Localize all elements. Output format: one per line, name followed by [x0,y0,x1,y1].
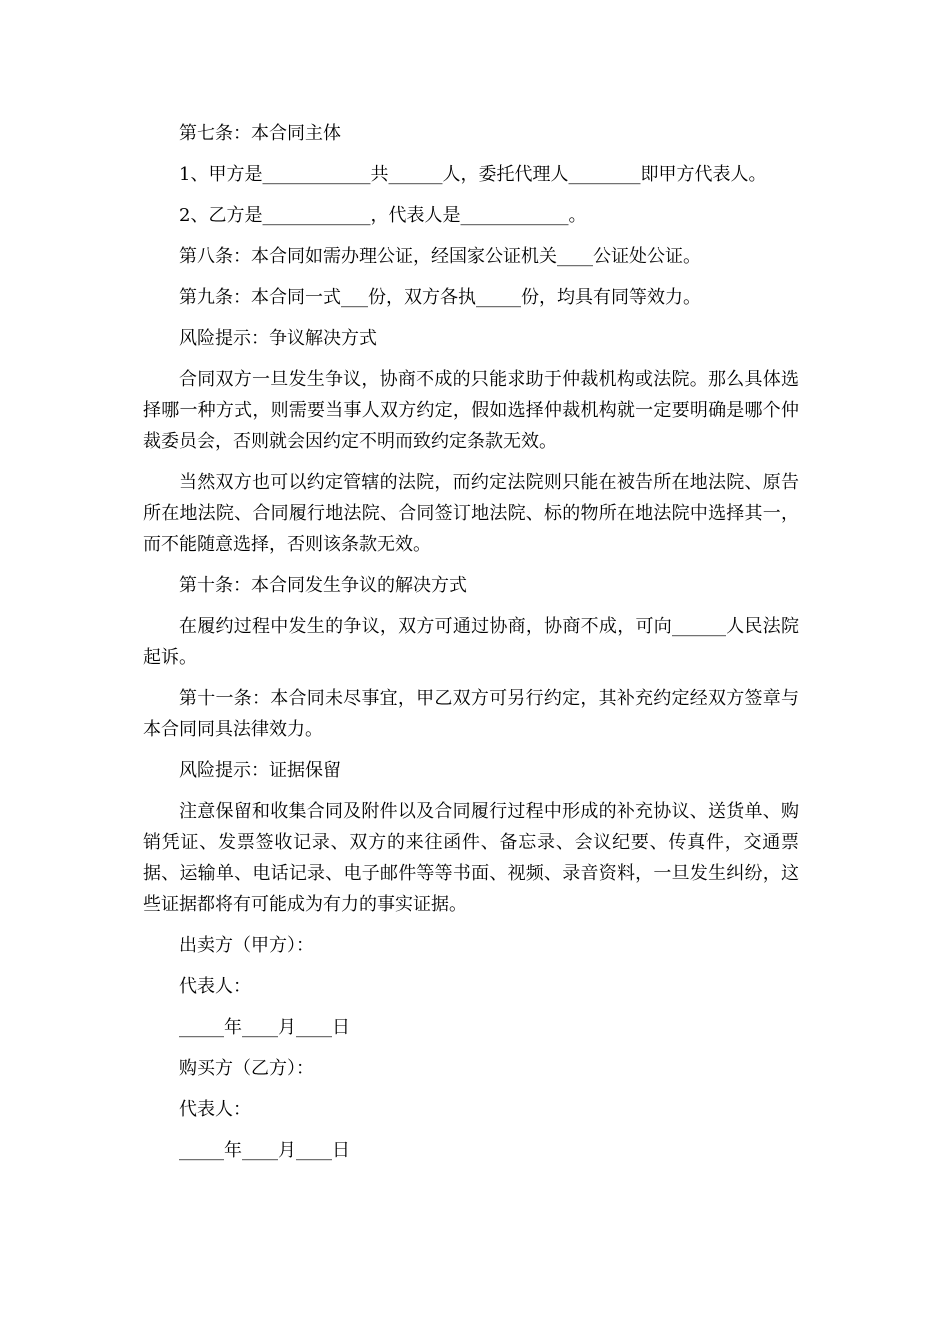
party-a-clause: 1、甲方是____________共______人，委托代理人________即甲方代表人。 [179,164,767,185]
article-7-heading: 第七条：本合同主体 [179,123,341,144]
risk-tip-evidence-heading: 风险提示：证据保留 [179,760,341,781]
risk-tip-dispute-paragraph-1: 合同双方一旦发生争议，协商不成的只能求助于仲裁机构或法院。那么具体选择哪一种方式，则需要当事人双方约定，假如选择仲裁机构就一定要明确是哪个仲裁委员会，否则就会因约定不明而致约定条款无效。 [143,369,799,452]
seller-signature-label: 出卖方（甲方）： [179,935,314,956]
document-body [143,118,799,1176]
article-8-notarization: 第八条：本合同如需办理公证，经国家公证机关____公证处公证。 [179,246,701,267]
risk-tip-dispute-heading: 风险提示：争议解决方式 [179,328,377,349]
buyer-representative-label: 代表人： [179,1099,251,1120]
article-9-copies: 第九条：本合同一式___份，双方各执_____份，均具有同等效力。 [179,287,701,308]
buyer-signature-label: 购买方（乙方）： [179,1058,314,1079]
seller-representative-label: 代表人： [179,976,251,997]
risk-tip-dispute-paragraph-2: 当然双方也可以约定管辖的法院，而约定法院则只能在被告所在地法院、原告所在地法院、合同履行地法院、合同签订地法院、标的物所在地法院中选择其一，而不能随意选择，否则该条款无效。 [143,472,799,555]
article-10-heading: 第十条：本合同发生争议的解决方式 [179,575,467,596]
risk-tip-evidence-paragraph: 注意保留和收集合同及附件以及合同履行过程中形成的补充协议、送货单、购销凭证、发票签收记录、双方的来往函件、备忘录、会议纪要、传真件，交通票据、运输单、电话记录、电子邮件等等书面、视频、录音资料，一旦发生纠纷，这些证据都将有可能成为有力的事实证据。 [143,801,799,915]
article-10-body: 在履约过程中发生的争议，双方可通过协商，协商不成，可向______人民法院起诉。 [143,616,799,668]
buyer-date-line: _____年____月____日 [179,1140,350,1161]
seller-date-line: _____年____月____日 [179,1017,350,1038]
article-11-body: 第十一条：本合同未尽事宜，甲乙双方可另行约定，其补充约定经双方签章与本合同同具法律效力。 [143,688,799,740]
party-b-clause: 2、乙方是____________，代表人是____________。 [179,205,587,226]
